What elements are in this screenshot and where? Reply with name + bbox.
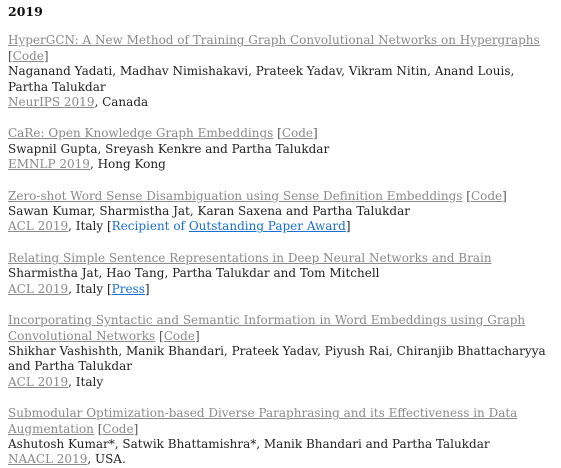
publication-authors: Sawan Kumar, Sharmistha Jat, Karan Saxena and Partha Talukdar <box>8 204 410 219</box>
award-link[interactable]: Outstanding Paper Award <box>188 219 346 234</box>
press-suffix: ] <box>144 281 150 296</box>
venue-location: , Canada <box>94 95 149 110</box>
publication-title-link[interactable]: CaRe: Open Knowledge Graph Embeddings <box>8 126 274 141</box>
publication-authors: Shikhar Vashishth, Manik Bhandari, Prateek Yadav, Piyush Rai, Chiranjib Bhattacharyya and Partha Talukdar <box>8 343 546 374</box>
publication-authors: Naganand Yadati, Madhav Nimishakavi, Prateek Yadav, Vikram Nitin, Anand Louis, Partha Talukdar <box>8 64 515 94</box>
venue-link[interactable]: NAACL 2019 <box>8 452 88 467</box>
venue-location: , Italy <box>68 374 104 389</box>
publication-item <box>8 33 553 110</box>
publication-title-link[interactable]: Incorporating Syntactic and Semantic Information in Word Embeddings using Graph Convolutional Networks <box>8 313 526 343</box>
code-link[interactable]: Code <box>163 328 195 343</box>
publication-title-line <box>8 251 553 266</box>
publication-title-line: Incorporating Syntactic and Semantic Information in Word Embeddings using Graph Convolutional Networks [Code] <box>8 313 526 343</box>
publication-authors: Ashutosh Kumar*, Satwik Bhattamishra*, Manik Bhandari and Partha Talukdar <box>8 436 490 451</box>
publication-venue-line <box>8 452 553 467</box>
venue-location: , Italy [ <box>68 219 112 234</box>
venue-link[interactable]: ACL 2019 <box>8 374 69 389</box>
venue-location: , Italy [ <box>68 281 112 296</box>
publication-venue-line <box>8 95 553 110</box>
code-link[interactable]: Code <box>281 126 314 141</box>
publication-title-link[interactable]: Zero-shot Word Sense Disambiguation using Sense Definition Embeddings <box>8 188 463 203</box>
venue-location: , Hong Kong <box>89 157 166 172</box>
publication-title-line: HyperGCN: A New Method of Training Graph Convolutional Networks on Hypergraphs [Code] <box>8 33 540 63</box>
code-link[interactable]: Code <box>12 48 44 63</box>
publication-item <box>8 189 553 235</box>
publication-authors: Sharmistha Jat, Hao Tang, Partha Talukdar and Tom Mitchell <box>8 266 380 281</box>
code-link[interactable]: Code <box>470 188 503 203</box>
venue-link[interactable]: ACL 2019 <box>8 281 69 296</box>
code-link[interactable]: Code <box>102 421 134 436</box>
publication-title-line: Submodular Optimization-based Diverse Paraphrasing and its Effectiveness in Data Augmentation [Code] <box>8 406 518 436</box>
year-heading: 2019 <box>8 4 43 19</box>
publication-title-link[interactable]: Relating Simple Sentence Representations in Deep Neural Networks and Brain <box>8 250 492 265</box>
award-suffix: ] <box>345 219 351 234</box>
publication-title-link[interactable]: HyperGCN: A New Method of Training Graph Convolutional Networks on Hypergraphs <box>8 33 540 48</box>
press-link[interactable]: Press <box>111 281 145 296</box>
publication-venue-line <box>8 157 553 172</box>
publication-venue-line <box>8 219 553 234</box>
publication-item <box>8 251 553 297</box>
award-prefix: Recipient of <box>111 219 189 234</box>
publication-venue-line <box>8 282 553 297</box>
publication-item <box>8 126 553 172</box>
publication-venue-line <box>8 375 553 390</box>
publication-title-link[interactable]: Submodular Optimization-based Diverse Paraphrasing and its Effectiveness in Data Augmentation <box>8 406 518 436</box>
venue-link[interactable]: ACL 2019 <box>8 219 69 234</box>
venue-link[interactable]: EMNLP 2019 <box>8 157 90 172</box>
venue-link[interactable]: NeurIPS 2019 <box>8 95 95 110</box>
publication-authors: Swapnil Gupta, Sreyash Kenkre and Partha Talukdar <box>8 141 330 156</box>
publication-title-line: CaRe: Open Knowledge Graph Embeddings [Code] <box>8 126 318 141</box>
publication-title-line: Zero-shot Word Sense Disambiguation using Sense Definition Embeddings [Code] <box>8 188 507 203</box>
venue-location: , USA. <box>87 452 126 467</box>
publication-item <box>8 406 553 468</box>
publication-item <box>8 313 553 390</box>
